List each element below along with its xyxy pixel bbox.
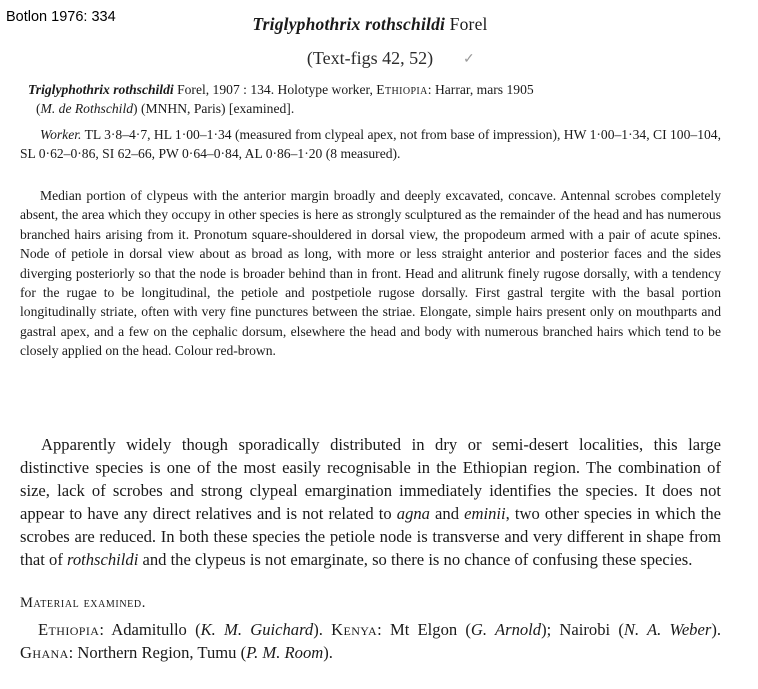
discussion-and: and <box>429 503 465 523</box>
species-eminii: eminii <box>464 503 506 523</box>
record-end: ). <box>323 642 333 662</box>
original-collector: M. de Rothschild <box>40 101 134 117</box>
record-locality: : Northern Region, Tumu ( <box>68 642 247 662</box>
citation-tag: Botlon 1976: 334 <box>6 9 116 25</box>
record-country: Ghana <box>20 642 69 662</box>
original-locality: : Harrar, mars 1905 <box>427 82 534 97</box>
record-collector: G. Arnold <box>470 620 542 639</box>
original-name: Triglyphothrix rothschildi <box>28 82 174 97</box>
material-records <box>20 619 721 664</box>
discussion-text-3: and the clypeus is not emarginate, so there is no chance of confusing these species. <box>138 549 693 569</box>
record-end: ). <box>711 620 721 639</box>
worker-measurements-text: TL 3·8–4·7, HL 1·00–1·34 (measured from clypeal apex, not from base of impression), HW 1·00–1·34, CI 100–104, SL 0·62–0·86, SI 62–66, PW 0·64–0·84, AL 0·86–1·20 (8 measured). <box>20 127 721 162</box>
check-mark-icon: ✓ <box>463 52 475 67</box>
original-description-citation <box>28 80 721 119</box>
worker-label: Worker. <box>40 127 82 142</box>
record-country: Kenya <box>331 620 378 639</box>
species-agna: agna <box>396 503 430 523</box>
species-author: Forel <box>449 14 488 34</box>
record-collector: K. M. Guichard <box>200 620 314 639</box>
record-locality: : Adamitullo ( <box>99 620 201 639</box>
record-end: ). <box>313 620 332 639</box>
species-name: Triglyphothrix rothschildi <box>252 14 446 34</box>
record-locality: : Mt Elgon ( <box>377 620 471 639</box>
text-figs-reference: (Text-figs 42, 52) <box>306 48 434 68</box>
original-repository: (MNHN, Paris) [examined]. <box>137 101 295 117</box>
discussion-text-1: Apparently widely though sporadically distributed in dry or semi-desert localities, this large distinctive species is one of the most easily recognisable in the Ethiopian region. The combination of size, lack of scrobes and strong clypeal emargination immediately identifies the species. It does not appear to have any direct relatives and is not related to <box>20 435 721 523</box>
record-end: ); Nairobi ( <box>541 620 624 639</box>
original-collector-line: (M. de Rothschild) (MNHN, Paris) [examined]. <box>36 101 295 117</box>
species-title <box>0 14 740 35</box>
discussion-text-2: , two other species in which the scrobes are reduced. In both these species the petiole node is transverse and very different in shape from that of <box>20 503 721 569</box>
discussion-paragraph <box>20 434 721 571</box>
species-rothschildi: rothschildi <box>67 549 139 569</box>
worker-measurements <box>20 125 721 164</box>
record-collector: P. M. Room <box>246 642 324 662</box>
record-country: Ethiopia <box>38 620 100 639</box>
material-examined-heading: Material examined. <box>20 595 146 611</box>
original-country: Ethiopia <box>376 82 428 97</box>
morphological-description: Median portion of clypeus with the anterior margin broadly and deeply excavated, concave. Antennal scrobes completely absent, the area which they occupy in other species is here as strongly sculptured as the remainder of the head and has numerous branched hairs arising from it. Pronotum square-shouldered in dorsal view, the propodeum armed with a pair of acute spines. Node of petiole in dorsal view about as broad as long, with more or less straight anterior and posterior faces and the sides diverging posteriorly so that the node is broader behind than in front. Head and alitrunk finely rugose dorsally, with a tendency for the rugae to be longitudinal, the petiole and postpetiole rugose dorsally. First gastral tergite with the basal portion longitudinally striate, often with very fine punctures between the striae. Elongate, simple hairs present only on mouthparts and gastral apex, and a few on the cephalic dorsum, elsewhere the head and body with numerous branched hairs which tend to be closely applied on the head. Colour red-brown. <box>20 188 721 359</box>
record-collector: N. A. Weber <box>623 620 712 639</box>
original-citation-text: Forel, 1907 : 134. Holotype worker, <box>173 82 377 97</box>
